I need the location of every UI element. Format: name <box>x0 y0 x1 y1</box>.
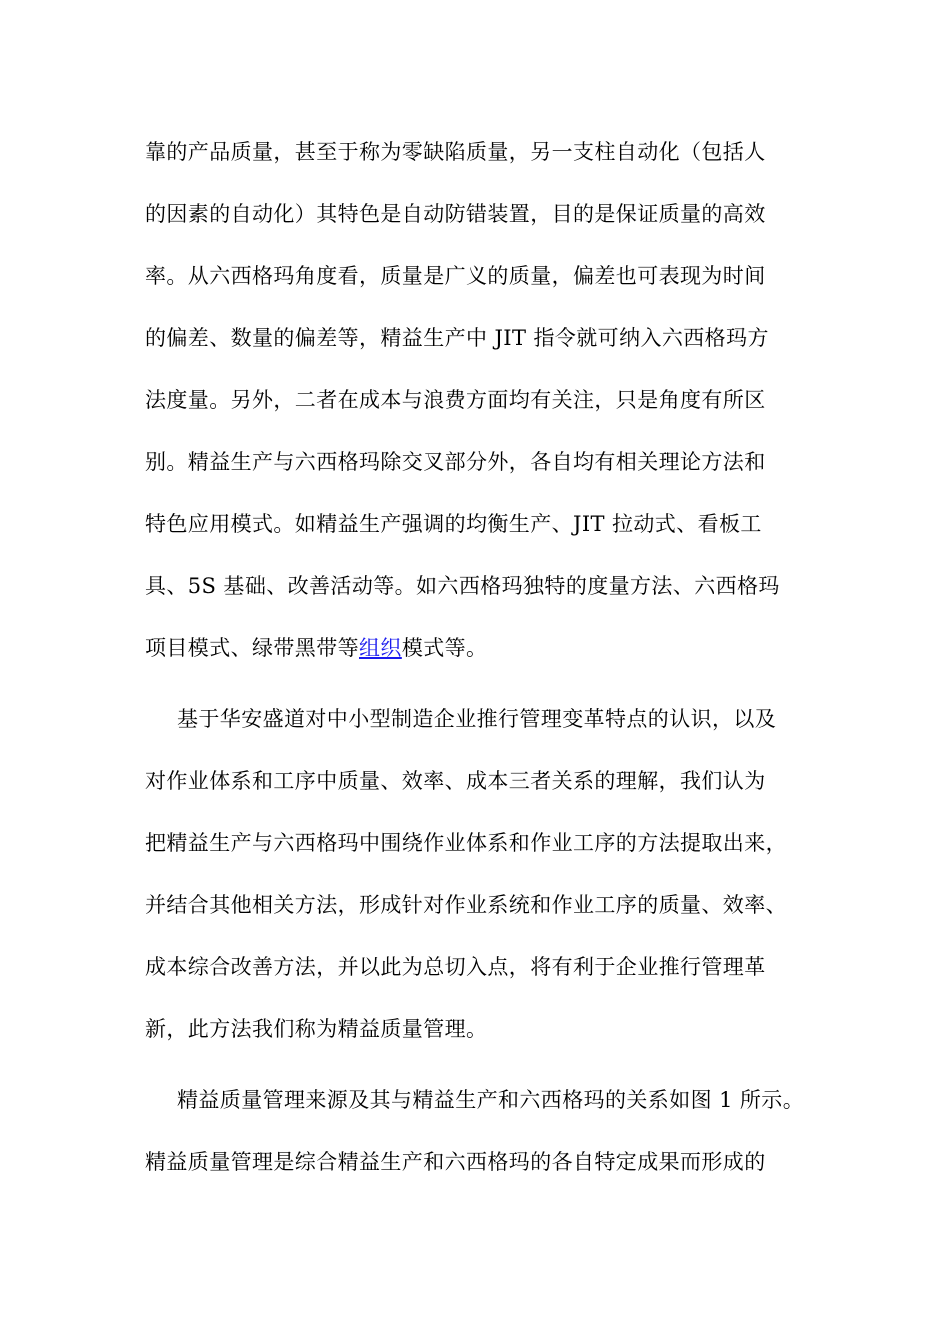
paragraph-1-line-5: 法度量。另外，二者在成本与浪费方面均有关注，只是角度有所区 <box>145 388 766 412</box>
paragraph-1-line-9 <box>145 633 487 663</box>
paragraph-3-line-1: 精益质量管理来源及其与精益生产和六西格玛的关系如图 1 所示。 <box>177 1088 805 1112</box>
paragraph-1-line-6: 别。精益生产与六西格玛除交叉部分外，各自均有相关理论方法和 <box>145 450 766 474</box>
paragraph-1-line-9-suffix: 模式等。 <box>401 636 488 660</box>
paragraph-2-line-2: 对作业体系和工序中质量、效率、成本三者关系的理解，我们认为 <box>145 769 766 793</box>
paragraph-1-line-1: 靠的产品质量，甚至于称为零缺陷质量，另一支柱自动化（包括人 <box>145 140 766 164</box>
paragraph-3-line-2: 精益质量管理是综合精益生产和六西格玛的各自特定成果而形成的 <box>145 1150 766 1174</box>
paragraph-1-line-4: 的偏差、数量的偏差等，精益生产中 JIT 指令就可纳入六西格玛方 <box>145 326 769 350</box>
paragraph-2-line-1: 基于华安盛道对中小型制造企业推行管理变革特点的认识，以及 <box>177 707 777 731</box>
paragraph-1-line-8: 具、5S 基础、改善活动等。如六西格玛独特的度量方法、六西格玛 <box>145 574 780 598</box>
paragraph-2-line-5: 成本综合改善方法，并以此为总切入点，将有利于企业推行管理革 <box>145 955 766 979</box>
paragraph-1-line-7: 特色应用模式。如精益生产强调的均衡生产、JIT 拉动式、看板工 <box>145 512 762 536</box>
paragraph-2-line-6: 新，此方法我们称为精益质量管理。 <box>145 1017 488 1041</box>
paragraph-2-line-4: 并结合其他相关方法，形成针对作业系统和作业工序的质量、效率、 <box>145 893 787 917</box>
organization-link[interactable]: 组织 <box>359 636 402 660</box>
paragraph-1-line-2: 的因素的自动化）其特色是自动防错装置，目的是保证质量的高效 <box>145 202 766 226</box>
paragraph-1-line-9-prefix: 项目模式、绿带黑带等 <box>145 636 359 660</box>
paragraph-1-line-3: 率。从六西格玛角度看，质量是广义的质量，偏差也可表现为时间 <box>145 264 766 288</box>
paragraph-2-line-3: 把精益生产与六西格玛中围绕作业体系和作业工序的方法提取出来， <box>145 831 787 855</box>
